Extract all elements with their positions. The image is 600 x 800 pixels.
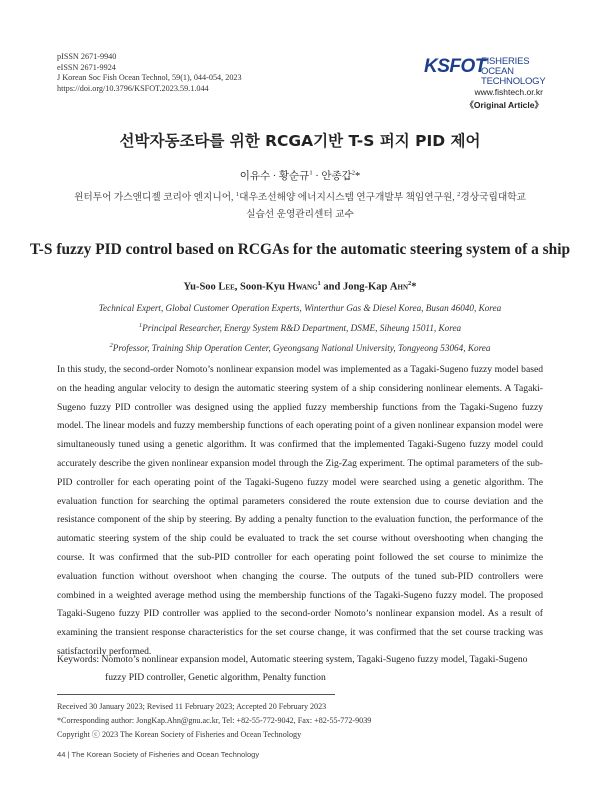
en-aff-2-sup: 2	[109, 342, 113, 350]
article-type: 《Original Article》	[465, 100, 543, 110]
corresponding-note: *Corresponding author: JongKap.Ahn@gnu.ac.kr, Tel: +82-55-772-9042, Fax: +82-55-772-9039	[57, 716, 372, 726]
en-aff-1-text: Principal Researcher, Energy System R&D Department, DSME, Siheung 15011, Korea	[142, 323, 462, 334]
journal-logo	[424, 54, 548, 87]
logo-line2: TECHNOLOGY	[481, 76, 546, 87]
en-author-b-first: , Soon-Kyu	[234, 281, 288, 293]
english-authors	[0, 280, 600, 293]
en-author-b-sup: 1	[317, 280, 321, 287]
korean-affiliations	[57, 186, 543, 223]
korean-title: 선박자동조타를 위한 RCGA기반 T-S 퍼지 PID 제어	[119, 132, 481, 150]
en-author-c-last: Ahn	[389, 281, 409, 293]
abstract: In this study, the second-order Nomoto’s nonlinear expansion model was implemented as a Tagaki-Sugeno fuzzy model based on the heading angular velocity to design the automatic steering system of a ship considering nonlinear elements. A Tagaki-Sugeno fuzzy PID controller was designed using the applied fuzzy membership functions from the Tagaki-Sugeno fuzzy model. The linear models and fuzzy membership functions of each operating point of a given nonlinear expansion model were simultaneously tuned using a genetic algorithm. It was confirmed that the implemented Tagaki-Sugeno fuzzy model could accurately describe the given nonlinear expansion model through the Zig-Zag experiment. The optimal parameters of the sub-PID controller for each operating point of the Tagaki-Sugeno fuzzy model were searched using a genetic algorithm. The evaluation function for searching the optimal parameters considered the route extension due to course deviation and the resistance component of the ship by steering. By adding a penalty function to the evaluation function, the performance of the automatic steering system of the ship could be evaluated to track the set course without overshooting when changing the course. It was confirmed that the sub-PID controller for each operating point followed the set course to minimize the evaluation function without overshoot when changing the course. The outputs of the tuned sub-PID controllers were combined in a weighted average method using the membership functions of the Tagaki-Sugeno fuzzy model. The proposed Tagaki-Sugeno fuzzy PID controller was applied to the second-order Nomoto’s nonlinear expansion model. As a result of examining the transient response characteristics for the set course change, it was confirmed that the set course tracking was satisfactorily performed.	[57, 364, 543, 657]
keywords: Keywords: Nomoto’s nonlinear expansion model, Automatic steering system, Tagaki-Sugeno fuzzy model, Tagaki-Sugeno fuzzy PID controller, Genetic algorithm, Penalty function	[57, 654, 528, 683]
en-author-a-last: Lee	[218, 281, 235, 293]
en-corresponding-mark: *	[411, 281, 417, 293]
ko-aff-line2: 실습선 운영관리센터 교수	[246, 209, 354, 221]
en-author-b-last: Hwang	[287, 281, 318, 293]
en-author-c-sup: 2	[408, 280, 412, 287]
footnotes	[57, 700, 371, 743]
korean-authors	[0, 168, 600, 183]
ko-author-names: 이유수 · 황순규	[239, 171, 310, 182]
page-footer: 44 | The Korean Society of Fisheries and Ocean Technology	[57, 750, 260, 759]
ko-aff-1: 대우조선해양 에너지시스템 연구개발부 책임연구원,	[239, 192, 458, 204]
logo-mark: KSFOT	[424, 56, 486, 77]
en-aff-1	[57, 317, 543, 337]
ko-aff-sup2: 2	[457, 191, 461, 198]
en-aff-2-text: Professor, Training Ship Operation Center, Gyeongsang National University, Tongyeong 53064, Korea	[112, 343, 491, 354]
eissn: eISSN 2671-9924	[57, 62, 116, 72]
copyright-note: Copyright ⓒ 2023 The Korean Society of Fisheries and Ocean Technology	[57, 730, 302, 740]
en-aff-2	[57, 337, 543, 357]
ko-corresponding-mark: *	[355, 171, 361, 182]
ko-aff-line1	[57, 186, 543, 206]
en-author-a-first: Yu-Soo	[183, 281, 219, 293]
ko-aff-0: 윈터투어 가스앤디젤 코리아 엔지니어,	[74, 192, 236, 204]
logo-line1: FISHERIES OCEAN	[481, 56, 530, 77]
journal-info	[57, 52, 242, 94]
en-aff-0: Technical Expert, Global Customer Operation Experts, Winterthur Gas & Diesel Korea, Busan 46040, Korea	[98, 303, 502, 313]
logo-text	[481, 57, 548, 87]
citation: J Korean Soc Fish Ocean Technol, 59(1), 044-054, 2023	[57, 73, 242, 83]
en-aff-1-sup: 1	[138, 322, 143, 329]
ko-aff-2: 경상국립대학교	[460, 192, 526, 204]
ko-author-sup2: 2	[351, 169, 356, 177]
english-affiliations	[57, 300, 543, 357]
en-author-c-first: and Jong-Kap	[320, 281, 390, 293]
footnote-divider	[57, 694, 335, 695]
journal-website[interactable]: www.fishtech.or.kr	[474, 87, 543, 97]
english-title: T-S fuzzy PID control based on RCGAs for the automatic steering system of a ship	[29, 241, 571, 258]
pissn: pISSN 2671-9940	[57, 52, 117, 61]
doi-link[interactable]: https://doi.org/10.3796/KSFOT.2023.59.1.044	[57, 83, 209, 93]
ko-author-sup1: 1	[309, 169, 313, 177]
dates-note: Received 30 January 2023; Revised 11 February 2023; Accepted 20 February 2023	[57, 702, 327, 711]
ko-author-names-2: · 안종갑	[312, 171, 352, 182]
ko-aff-sup1: 1	[235, 191, 240, 198]
